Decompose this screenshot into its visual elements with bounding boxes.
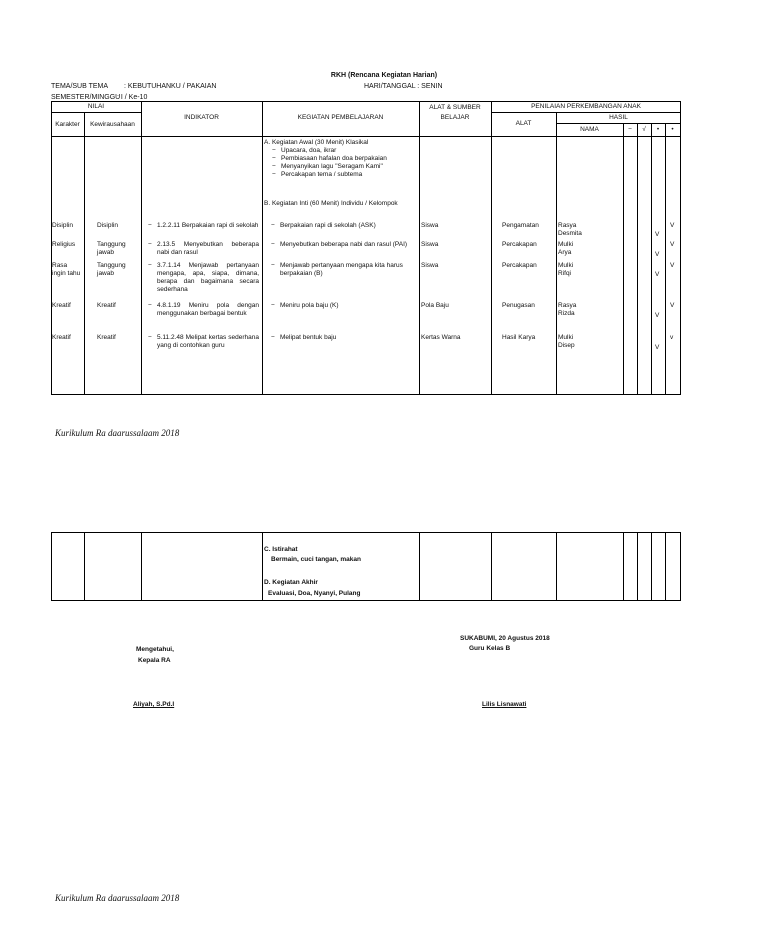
place-date: SUKABUMI, 20 Agustus 2018 bbox=[460, 635, 550, 642]
kegiatan-awal-item: − Percakapan tema / subtema bbox=[272, 171, 418, 179]
check-mark: V bbox=[655, 251, 660, 258]
guru-name: Lilis Lisnawati bbox=[482, 701, 527, 708]
page-title: RKH (Rencana Kegiatan Harian) bbox=[330, 72, 438, 79]
nama-cell bbox=[558, 262, 622, 278]
kegiatan-cell bbox=[271, 222, 416, 230]
kegiatan-cell bbox=[271, 241, 416, 249]
semester-label: SEMESTER/MINGGU bbox=[51, 94, 121, 101]
footer-curriculum: Kurikulum Ra daarussalaam 2018 bbox=[55, 428, 180, 438]
kewirausahaan-cell: Kreatif bbox=[97, 302, 116, 309]
check-mark: V bbox=[655, 312, 660, 319]
header-mark-dot: • bbox=[656, 126, 660, 133]
nama-cell bbox=[558, 302, 622, 318]
sumber-cell: Kertas Warna bbox=[421, 334, 461, 341]
kegiatan-text: − Menjawab pertanyaan mengapa kita harus berpakaian (B) bbox=[271, 262, 416, 278]
kegiatan-akhir-heading: D. Kegiatan Akhir bbox=[264, 579, 318, 586]
alat-cell: Penugasan bbox=[502, 302, 535, 309]
karakter-cell: Kreatif bbox=[52, 302, 71, 309]
kewirausahaan-cell: Tanggung jawab bbox=[97, 241, 126, 256]
check-mark: V bbox=[655, 271, 660, 278]
tema-label: TEMA/SUB TEMA bbox=[51, 83, 109, 90]
nama-2: Rizda bbox=[558, 310, 575, 317]
header-nilai: NILAI bbox=[87, 103, 105, 110]
indikator-cell bbox=[148, 241, 259, 257]
indikator-text: − 5.11.2.48 Melipat kertas sederhana yang di contohkan guru bbox=[148, 334, 259, 350]
header-alat-sumber: ALAT & SUMBER BELAJAR bbox=[429, 104, 481, 121]
kegiatan-cell bbox=[271, 334, 416, 342]
istirahat-heading: C. Istirahat bbox=[264, 546, 298, 553]
nama-1: Rasya bbox=[558, 302, 577, 309]
karakter-cell: Rasa ingin tahu bbox=[52, 262, 81, 277]
nama-1: Mulki bbox=[558, 241, 574, 248]
indikator-text: − 4.8.1.19 Meniru pola dengan menggunakan berbagai bentuk bbox=[148, 302, 259, 318]
nama-cell bbox=[558, 222, 622, 238]
alat-cell: Hasil Karya bbox=[502, 334, 536, 341]
indikator-text: − 3.7.1.14 Menjawab pertanyaan mengapa, apa, siapa, dimana, berapa dan bagaimana secara sederhana bbox=[148, 262, 259, 294]
kegiatan-awal-heading: A. Kegiatan Awal (30 Menit) Klasikal bbox=[264, 139, 369, 146]
semester-value: : I / Ke-10 bbox=[117, 94, 148, 101]
check-mark: v bbox=[670, 334, 674, 341]
alat-cell: Pengamatan bbox=[502, 222, 539, 229]
kewirausahaan-cell: Kreatif bbox=[97, 334, 116, 341]
header-penilaian: PENILAIAN PERKEMBANGAN ANAK bbox=[531, 103, 641, 110]
karakter-cell: Religius bbox=[52, 241, 76, 248]
kegiatan-cell bbox=[271, 302, 416, 310]
check-mark: V bbox=[670, 222, 675, 229]
nama-2: Desmita bbox=[558, 230, 582, 237]
karakter-cell: Kreatif bbox=[52, 334, 71, 341]
header-mark-check: √ bbox=[642, 126, 646, 133]
sumber-cell: Siswa bbox=[421, 241, 439, 248]
sumber-cell: Siswa bbox=[421, 262, 439, 269]
nama-2: Arya bbox=[558, 249, 572, 256]
indikator-cell bbox=[148, 302, 259, 318]
kepala-name: Aliyah, S.Pd.I bbox=[133, 701, 175, 708]
kegiatan-inti-heading: B. Kegiatan Inti (60 Menit) Individu / Kelompok bbox=[264, 200, 398, 207]
guru-role: Guru Kelas B bbox=[469, 645, 511, 652]
kewirausahaan-cell: Disiplin bbox=[97, 222, 118, 229]
check-mark: V bbox=[655, 231, 660, 238]
check-mark: V bbox=[670, 262, 675, 269]
kepala-role: Kepala RA bbox=[138, 657, 171, 664]
kegiatan-text: − Menyebutkan beberapa nabi dan rasul (PAI) bbox=[271, 241, 416, 249]
nama-1: Rasya bbox=[558, 222, 577, 229]
sumber-cell: Pola Baju bbox=[421, 302, 449, 309]
header-indikator: INDIKATOR bbox=[184, 114, 219, 121]
indikator-text: − 2.13.5 Menyebutkan beberapa nabi dan rasul bbox=[148, 241, 259, 257]
kegiatan-text: − Melipat bentuk baju bbox=[271, 334, 416, 342]
check-mark: V bbox=[670, 302, 675, 309]
indikator-cell bbox=[148, 222, 259, 230]
nama-1: Mulki bbox=[558, 334, 574, 341]
header-mark-minus: − bbox=[628, 126, 632, 133]
kegiatan-akhir-body: Evaluasi, Doa, Nyanyi, Pulang bbox=[268, 590, 361, 597]
alat-cell: Percakapan bbox=[502, 262, 537, 269]
kegiatan-awal-item: − Menyanyikan lagu "Seragam Kami" bbox=[272, 163, 418, 171]
nama-1: Mulki bbox=[558, 262, 574, 269]
hari-tanggal: HARI/TANGGAL : SENIN bbox=[364, 83, 443, 90]
mengetahui-label: Mengetahui, bbox=[136, 646, 174, 653]
header-karakter: Karakter bbox=[55, 121, 80, 128]
karakter-cell: Disiplin bbox=[52, 222, 73, 229]
nama-2: Rifqi bbox=[558, 270, 572, 277]
footer-curriculum: Kurikulum Ra daarussalaam 2018 bbox=[55, 893, 180, 903]
sumber-cell: Siswa bbox=[421, 222, 439, 229]
header-hasil: HASIL bbox=[609, 114, 628, 121]
kegiatan-awal-item: − Pembiasaan hafalan doa berpakaian bbox=[272, 155, 418, 163]
istirahat-body: Bermain, cuci tangan, makan bbox=[271, 556, 361, 563]
kegiatan-text: − Berpakaian rapi di sekolah (ASK) bbox=[271, 222, 416, 230]
check-mark: V bbox=[655, 344, 660, 351]
indikator-cell bbox=[148, 334, 259, 350]
header-kegiatan: KEGIATAN PEMBELAJARAN bbox=[297, 114, 384, 121]
header-kewirausahaan: Kewirausahaan bbox=[90, 121, 135, 128]
kegiatan-text: − Meniru pola baju (K) bbox=[271, 302, 416, 310]
nama-2: Disep bbox=[558, 342, 575, 349]
kewirausahaan-cell: Tanggung jawab bbox=[97, 262, 126, 277]
indikator-cell bbox=[148, 262, 259, 294]
kegiatan-cell bbox=[271, 262, 416, 278]
alat-cell: Percakapan bbox=[502, 241, 537, 248]
header-nama: NAMA bbox=[580, 126, 599, 133]
kegiatan-awal-item: − Upacara, doa, ikrar bbox=[272, 147, 418, 155]
tema-value: : KEBUTUHANKU / PAKAIAN bbox=[124, 83, 217, 90]
header-alat: ALAT bbox=[515, 120, 532, 127]
indikator-text: − 1.2.2.11 Berpakaian rapi di sekolah bbox=[148, 222, 259, 230]
kegiatan-awal bbox=[264, 139, 418, 179]
nama-cell bbox=[558, 334, 622, 350]
check-mark: V bbox=[670, 241, 675, 248]
header-mark-dot-2: • bbox=[671, 126, 674, 133]
nama-cell bbox=[558, 241, 622, 257]
